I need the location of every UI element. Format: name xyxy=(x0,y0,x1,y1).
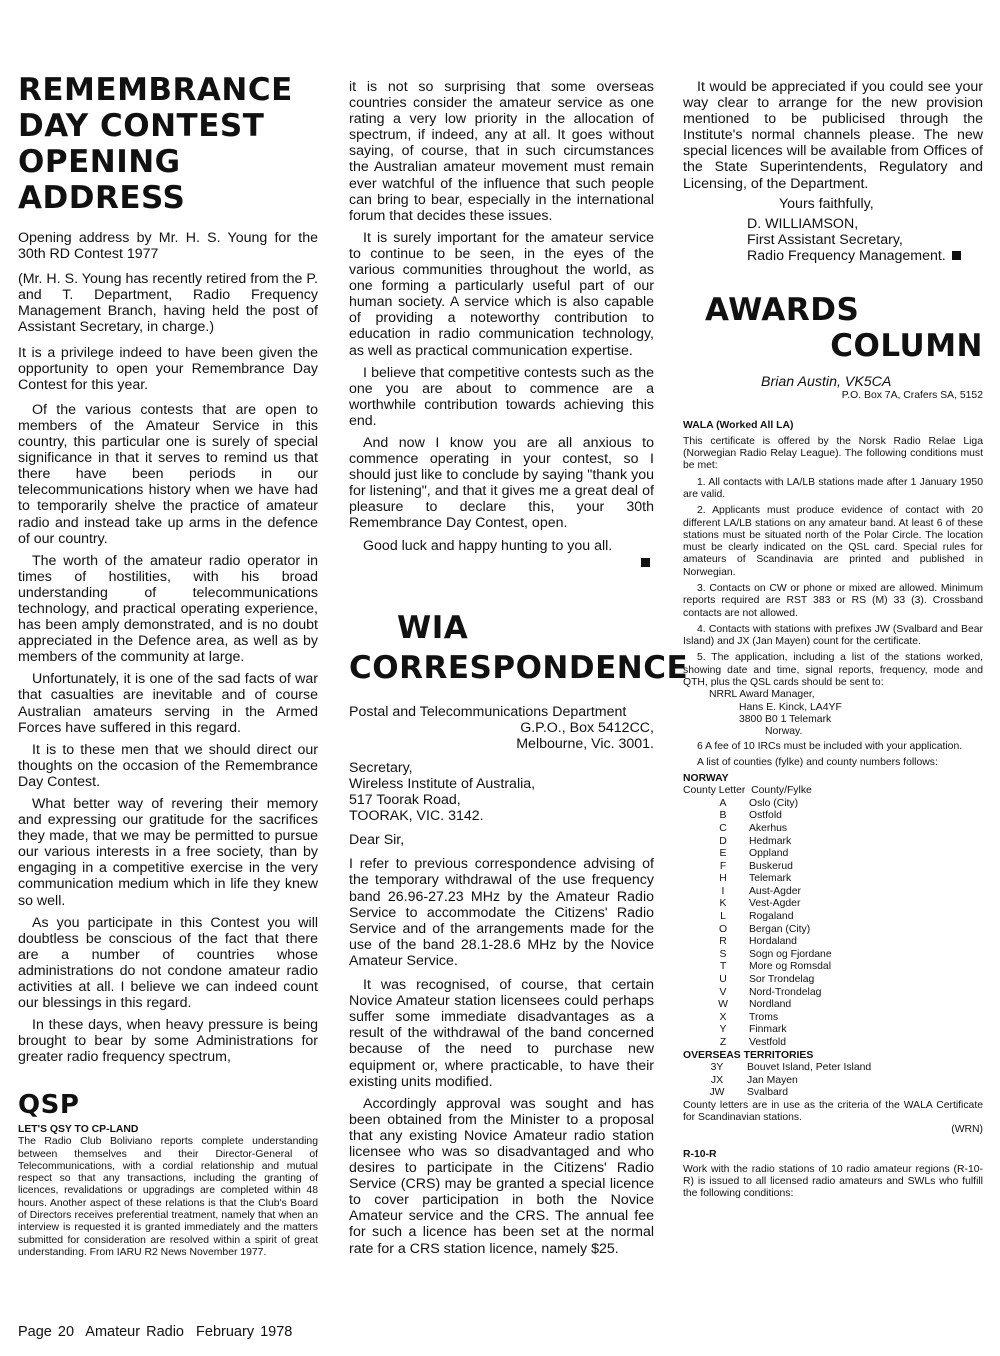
county-row xyxy=(697,949,983,962)
county-row xyxy=(697,974,983,987)
county-row xyxy=(697,911,983,924)
address-line: TOORAK, VIC. 3142. xyxy=(349,808,484,825)
county-row xyxy=(697,987,983,1000)
county-letter: B xyxy=(719,810,727,822)
letter-box: G.P.O., Box 5412CC, xyxy=(520,719,654,736)
county-name: Telemark xyxy=(749,873,792,885)
county-letter: S xyxy=(719,948,727,960)
county-letter: K xyxy=(719,898,727,910)
county-name: Hedmark xyxy=(749,835,792,847)
wala-condition: 4. Contacts with stations with prefixes JW (Svalbard and Bear Island) and JX (Jan Mayen) count for the certificate. xyxy=(683,623,983,648)
manager-line: Hans E. Kinck, LA4YF xyxy=(739,701,842,713)
county-row xyxy=(697,999,983,1012)
address-line: Secretary, xyxy=(349,759,413,776)
wala-heading: WALA (Worked All LA) xyxy=(683,420,794,432)
county-row xyxy=(687,1062,983,1075)
county-row xyxy=(697,848,983,861)
county-name: Bouvet Island, Peter Island xyxy=(747,1061,872,1073)
county-letter: JW xyxy=(709,1087,725,1099)
county-letter: 3Y xyxy=(710,1061,724,1073)
opening-note: (Mr. H. S. Young has recently retired from the P. and T. Department, Radio Frequency Management Branch, having held the post of Assistant Secretary, in charge.) xyxy=(18,271,318,336)
county-name: Akerhus xyxy=(749,822,788,834)
county-name: Oppland xyxy=(749,848,789,860)
county-name: Jan Mayen xyxy=(747,1074,798,1086)
awards-title-line: COLUMN xyxy=(830,328,983,365)
county-row xyxy=(697,810,983,823)
wala-condition: 6 A fee of 10 IRCs must be included with your application. xyxy=(697,740,963,752)
letter-signer: D. WILLIAMSON, xyxy=(747,215,859,232)
column-middle xyxy=(349,79,689,1263)
county-letter: L xyxy=(720,911,726,923)
letter-paragraph: Accordingly approval was sought and has been obtained from the Minister to a proposal that any existing Novice Amateur radio station licensee who was so disadvantaged and who desires to participate in the Citizens' Radio Service (CRS) may be granted a special licence to cover participation in both the Novice Amateur service and the CRS. The annual fee for such a licence has been set at the normal rate for a CRS station licence, namely $25. xyxy=(349,1095,654,1257)
r10r-body: Work with the radio stations of 10 radio amateur regions (R-10-R) is issued to all licensed radio amateurs and SWLs who fulfill the following conditions: xyxy=(683,1163,983,1200)
county-letter: E xyxy=(719,848,727,860)
opening-title xyxy=(18,72,318,216)
letter-paragraph: It was recognised, of course, that certain Novice Amateur station licensees could perhaps suffer some immediate disadvantages as a result of the withdrawal of the band concerned because of the need to purchase new equipment or, where practicable, to have their existing units modified. xyxy=(349,977,654,1090)
column-right xyxy=(683,79,983,1205)
county-name: More og Romsdal xyxy=(749,961,832,973)
r10r-heading: R-10-R xyxy=(683,1148,717,1160)
county-row xyxy=(697,873,983,886)
county-letter: Y xyxy=(719,1024,727,1036)
county-letter: A xyxy=(719,797,727,809)
awards-address: P.O. Box 7A, Crafers SA, 5152 xyxy=(841,390,983,402)
county-row xyxy=(697,861,983,874)
counties-intro: A list of counties (fylke) and county numbers follows: xyxy=(697,756,938,768)
county-row xyxy=(697,924,983,937)
county-letter: T xyxy=(719,961,727,973)
county-letter: V xyxy=(719,986,727,998)
award-manager-address xyxy=(683,689,983,738)
county-name: Hordaland xyxy=(749,936,797,948)
county-row xyxy=(687,1075,983,1088)
county-name: Troms xyxy=(749,1011,779,1023)
title-line: ADDRESS xyxy=(18,180,186,216)
county-letter: F xyxy=(719,860,727,872)
end-square-icon xyxy=(952,251,961,260)
county-row xyxy=(697,961,983,974)
manager-line: NRRL Award Manager, xyxy=(709,689,815,701)
letter-closing: Yours faithfully, xyxy=(779,195,874,212)
county-name: Nord-Trondelag xyxy=(749,986,822,998)
wia-title-line: CORRESPONDENCE xyxy=(349,649,689,686)
letter-salutation: Dear Sir, xyxy=(349,832,405,849)
letter-position: First Assistant Secretary, xyxy=(747,231,903,248)
county-row xyxy=(687,1087,983,1100)
county-letter: JX xyxy=(710,1074,724,1086)
wala-condition: 3. Contacts on CW or phone or mixed are allowed. Minimum reports required are RST 383 or RS (M) 33 (3). Crossband contacts are not allowed. xyxy=(683,582,983,619)
page-footer: Page 20 Amateur Radio February 1978 xyxy=(18,1324,293,1340)
county-letter: C xyxy=(719,822,727,834)
opening-paragraph: It is to these men that we should direct our thoughts on the occasion of the Remembrance Day Contest. xyxy=(18,741,318,790)
end-mark xyxy=(349,554,650,572)
opening-paragraph: Of the various contests that are open to members of the Amateur Service in this country, this particular one is surely of special significance in that it serves to remind us that there have been periods in our telecommunications history when we have had to temporarily shelve the practice of amateur radio and instead take up arms in the defence of our country. xyxy=(18,401,318,547)
county-row xyxy=(697,886,983,899)
letter-address xyxy=(349,760,654,824)
qsp-body: The Radio Club Boliviano reports complete understanding between themselves and their Director-General of Telecommunications, with a cordial relationship and mutual respect so that any transactions, including the granting of licences, revalidations or upgradings are completed within 48 hours. Another aspect of these relations is that the Club's Board of Directors receives preferential treatment, namely that when an interview is requested it is granted immediately and the matters submitted for consideration are resolved within a spirit of great understanding. From IARU R2 News November 1977. xyxy=(18,1136,318,1258)
column-left xyxy=(18,72,318,1258)
opening-continued: It is surely important for the amateur service to continue to be seen, in the eyes of the various communities throughout the world, as one forming a particularly useful part of our human society. A service which is also capable of providing a noteworthy contribution to education in radio communication technology, as well as practical communication expertise. xyxy=(349,229,654,359)
county-row xyxy=(697,1012,983,1025)
county-name: Aust-Agder xyxy=(749,885,801,897)
manager-line: 3800 B0 1 Telemark xyxy=(739,713,832,725)
wala-intro: This certificate is offered by the Norsk Radio Relae Liga (Norwegian Radio Relay League). The following conditions must be met: xyxy=(683,435,983,472)
letter-paragraph: I refer to previous correspondence advising of the temporary withdrawal of the use frequency band 26.96-27.23 MHz by the Amateur Radio Service to accommodate the Citizens' Radio Service and of the arrangements made for the use of the band 28.1-28.6 MHz by the Novice Amateur Service. xyxy=(349,856,654,969)
county-row xyxy=(697,898,983,911)
title-line: REMEMBRANCE xyxy=(18,72,293,108)
opening-continued: it is not so surprising that some overseas countries consider the amateur service as one rating a very low priority in the allocation of spectrum, if indeed, any at all. It goes without saying, of course, that in such circumstances the Australian amateur movement must remain ever watchful of the influence that such people can bring to bear, especially in the international forum that decides these issues. xyxy=(349,79,654,224)
county-letter: R xyxy=(719,936,727,948)
title-line: OPENING xyxy=(18,144,181,180)
wala-credit: (WRN) xyxy=(951,1124,983,1136)
county-row xyxy=(697,1037,983,1050)
wala-condition: 2. Applicants must produce evidence of contact with 20 different LA/LB stations on any amateur band. At least 6 of these stations must be situated north of the Polar Circle. The location must be clearly indicated on the QSL card. Special rules for amateurs of Scandinavia are printed and published in Norwegian. xyxy=(683,505,983,578)
county-name: Vestfold xyxy=(749,1037,786,1049)
awards-author: Brian Austin, VK5CA xyxy=(761,374,892,391)
county-name: Svalbard xyxy=(747,1087,789,1099)
opening-intro: Opening address by Mr. H. S. Young for the 30th RD Contest 1977 xyxy=(18,230,318,263)
qsp-section xyxy=(18,1090,318,1263)
overseas-list xyxy=(683,1062,983,1100)
opening-continued: I believe that competitive contests such as the one you are about to commence are a worthwhile contribution towards achieving this end. xyxy=(349,364,654,429)
wala-criteria: County letters are in use as the criteria of the WALA Certificate for Scandinavian stations. xyxy=(683,1099,983,1123)
wia-title-line: WIA xyxy=(397,609,469,646)
county-name: Ostfold xyxy=(749,810,782,822)
qsp-title: QSP xyxy=(18,1090,80,1120)
county-letter: W xyxy=(718,999,728,1011)
county-name: Finmark xyxy=(749,1024,787,1036)
opening-paragraph: What better way of revering their memory and expressing our gratitude for the sacrifices they made, that we may be permitted to pursue our various interests in a free society, than by engaging in a competitive exercise in the very communication medium which in life they knew so well. xyxy=(18,796,318,909)
opening-continued: And now I know you are all anxious to commence operating in your contest, so I should just like to conclude by saying "thank you for listening", and that it gives me a great deal of pleasure to declare this, your 30th Remembrance Day Contest, open. xyxy=(349,434,654,532)
opening-paragraph: The worth of the amateur radio operator in times of hostilities, with his broad understanding of telecommunications technology, and practical operating experience, has been amply demonstrated, and is no doubt appreciated in the Defence area, as well as by members of the community at large. xyxy=(18,552,318,666)
county-row xyxy=(697,1024,983,1037)
title-line: DAY CONTEST xyxy=(18,108,265,144)
county-list xyxy=(683,798,983,1050)
position-row xyxy=(747,248,983,264)
qsp-subhead: LET'S QSY TO CP-LAND xyxy=(18,1124,139,1135)
county-name: Sogn og Fjordane xyxy=(749,948,832,960)
county-name: Vest-Agder xyxy=(749,898,801,910)
county-row xyxy=(697,798,983,811)
county-row xyxy=(697,936,983,949)
letter-city: Melbourne, Vic. 3001. xyxy=(516,735,654,752)
manager-line: Norway. xyxy=(765,726,803,738)
address-line: 517 Toorak Road, xyxy=(349,792,461,809)
wala-condition: 5. The application, including a list of the stations worked, showing date and time, signal reports, frequency, mode and QTH, plus the QSL cards should be sent to: xyxy=(683,652,983,689)
county-table-header: County Letter County/Fylke xyxy=(683,785,812,797)
county-name: Nordland xyxy=(749,999,792,1011)
letter-paragraph: It would be appreciated if you could see your way clear to arrange for the new provision mentioned to be publicised through the Institute's normal channels please. The new special licences will be available from Offices of the State Superintendents, Regulatory and Licensing, of the Department. xyxy=(683,79,983,192)
county-letter: Z xyxy=(719,1037,727,1049)
county-name: Bergan (City) xyxy=(749,923,811,935)
letter-signoff xyxy=(683,196,983,264)
county-row xyxy=(697,836,983,849)
wala-condition: 1. All contacts with LA/LB stations made after 1 January 1950 are valid. xyxy=(683,476,983,500)
end-square-icon xyxy=(641,558,650,567)
wia-title xyxy=(349,609,689,686)
county-letter: X xyxy=(719,1011,727,1023)
county-name: Rogaland xyxy=(749,911,794,923)
opening-closing: Good luck and happy hunting to you all. xyxy=(363,537,613,554)
opening-paragraph: In these days, when heavy pressure is being brought to bear by some Administrations for greater radio frequency spectrum, xyxy=(18,1017,318,1066)
opening-paragraph: Unfortunately, it is one of the sad facts of war that casualties are inevitable and of course Australian amateurs serving in the Armed Forces have suffered in this regard. xyxy=(18,671,318,736)
county-letter: H xyxy=(719,873,727,885)
norway-heading: NORWAY xyxy=(683,773,729,785)
opening-paragraph: As you participate in this Contest you will doubtless be conscious of the fact that there are a number of countries whose administrations do not condone amateur radio activities at all. I believe we can indeed count our blessings in this regard. xyxy=(18,914,318,1012)
overseas-heading: OVERSEAS TERRITORIES xyxy=(683,1049,814,1061)
county-name: Oslo (City) xyxy=(749,797,799,809)
county-letter: I xyxy=(721,885,725,897)
awards-title-line: AWARDS xyxy=(705,292,860,329)
letter-from: Postal and Telecommunications Department xyxy=(349,703,627,720)
address-line: Wireless Institute of Australia, xyxy=(349,776,536,792)
county-name: Sor Trondelag xyxy=(749,974,815,986)
county-name: Buskerud xyxy=(749,860,793,872)
county-row xyxy=(697,823,983,836)
county-letter: D xyxy=(719,835,727,847)
opening-paragraph: It is a privilege indeed to have been given the opportunity to open your Remembrance Day Contest for this year. xyxy=(18,344,318,393)
awards-title xyxy=(683,292,983,364)
county-letter: O xyxy=(718,923,728,935)
letter-position: Radio Frequency Management. xyxy=(747,247,946,264)
county-letter: U xyxy=(719,974,727,986)
